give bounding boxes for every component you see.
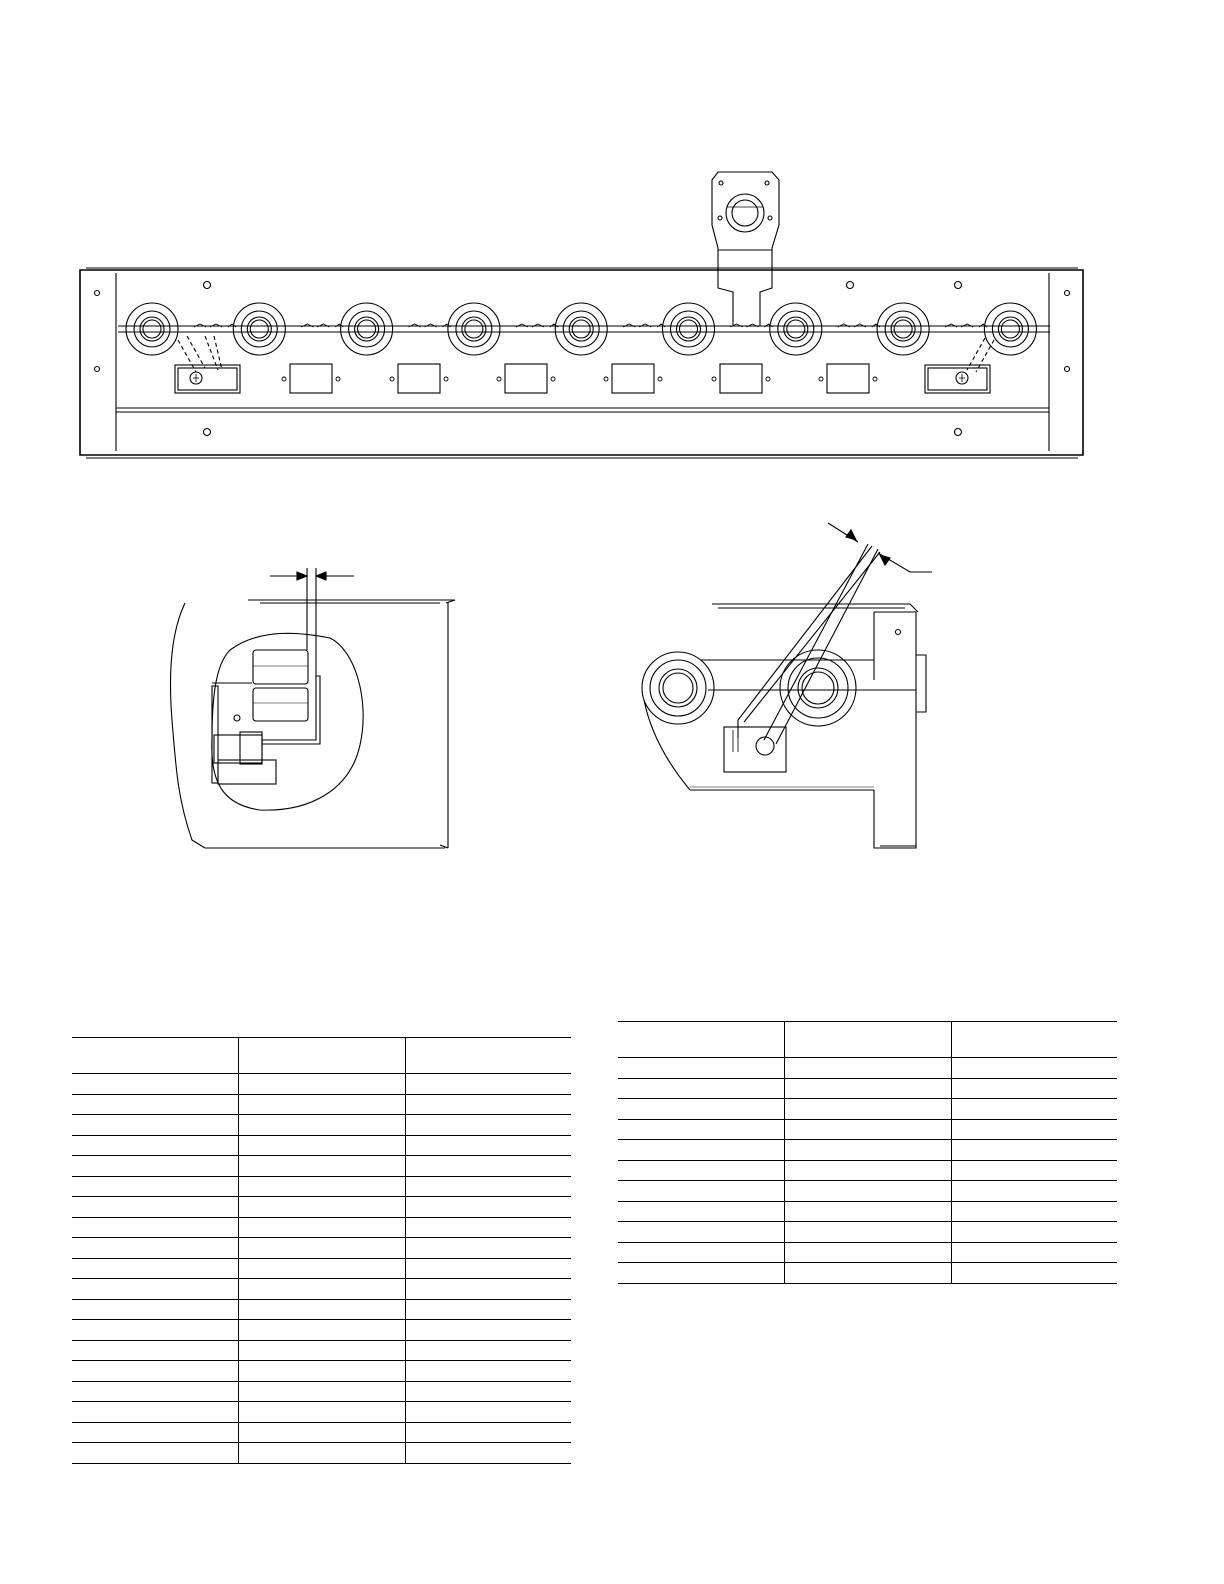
table-cell bbox=[405, 1279, 571, 1300]
table-cell bbox=[238, 1443, 405, 1464]
table-cell bbox=[238, 1320, 405, 1341]
column-header bbox=[405, 1038, 571, 1074]
table-cell bbox=[405, 1381, 571, 1402]
table-cell bbox=[405, 1443, 571, 1464]
left-specification-table bbox=[72, 1037, 571, 1464]
table-row bbox=[72, 1320, 571, 1341]
table-row bbox=[72, 1135, 571, 1156]
table-cell bbox=[238, 1176, 405, 1197]
table-cell bbox=[405, 1074, 571, 1095]
table-cell bbox=[238, 1217, 405, 1238]
table-row bbox=[618, 1140, 1117, 1161]
table-cell bbox=[72, 1361, 238, 1382]
table-cell bbox=[405, 1176, 571, 1197]
table-cell bbox=[72, 1197, 238, 1218]
igniter-bracket-left bbox=[175, 336, 240, 393]
table-cell bbox=[72, 1258, 238, 1279]
table-row bbox=[618, 1058, 1117, 1079]
table-cell bbox=[238, 1135, 405, 1156]
table-cell bbox=[72, 1176, 238, 1197]
table-cell bbox=[72, 1422, 238, 1443]
table-cell bbox=[72, 1135, 238, 1156]
table-cell bbox=[618, 1160, 784, 1181]
table-cell bbox=[238, 1258, 405, 1279]
table-cell bbox=[405, 1299, 571, 1320]
table-cell bbox=[618, 1078, 784, 1099]
table-cell bbox=[618, 1222, 784, 1243]
table-cell bbox=[405, 1340, 571, 1361]
table-cell bbox=[405, 1258, 571, 1279]
igniter-rod bbox=[738, 544, 880, 744]
burner-port bbox=[984, 303, 1036, 355]
table-cell bbox=[784, 1140, 951, 1161]
housing-outline bbox=[80, 268, 1083, 458]
table-cell bbox=[72, 1320, 238, 1341]
crossover-slots bbox=[282, 364, 877, 393]
table-cell bbox=[238, 1238, 405, 1259]
table-row bbox=[618, 1242, 1117, 1263]
table-cell bbox=[784, 1058, 951, 1079]
gas-inlet-bracket bbox=[712, 172, 779, 326]
table-row bbox=[72, 1258, 571, 1279]
burner-head-left bbox=[642, 652, 714, 724]
burner-manifold-front-view bbox=[0, 0, 1224, 470]
table-row bbox=[618, 1160, 1117, 1181]
column-header bbox=[784, 1022, 951, 1058]
table-row bbox=[72, 1217, 571, 1238]
igniter-bracket-right bbox=[925, 338, 994, 393]
table-cell bbox=[72, 1299, 238, 1320]
table-cell bbox=[405, 1197, 571, 1218]
table-cell bbox=[951, 1099, 1117, 1120]
table-cell bbox=[238, 1279, 405, 1300]
right-specification-table bbox=[618, 1021, 1117, 1284]
column-header bbox=[238, 1038, 405, 1074]
electrode-assembly bbox=[214, 650, 320, 784]
table-cell bbox=[405, 1094, 571, 1115]
table-cell bbox=[238, 1094, 405, 1115]
table-cell bbox=[784, 1242, 951, 1263]
table-cell bbox=[618, 1099, 784, 1120]
table-cell bbox=[72, 1238, 238, 1259]
angle-dimension bbox=[828, 523, 932, 572]
burner-port bbox=[341, 303, 451, 355]
burner-port bbox=[555, 303, 665, 355]
burner-port bbox=[448, 303, 558, 355]
table-row bbox=[618, 1263, 1117, 1284]
table-row bbox=[72, 1176, 571, 1197]
table-cell bbox=[405, 1320, 571, 1341]
table-cell bbox=[238, 1340, 405, 1361]
table-row bbox=[72, 1279, 571, 1300]
column-header bbox=[72, 1038, 238, 1074]
table-row bbox=[618, 1201, 1117, 1222]
table-row bbox=[72, 1074, 571, 1095]
table-cell bbox=[238, 1197, 405, 1218]
table-cell bbox=[784, 1160, 951, 1181]
table-row bbox=[618, 1222, 1117, 1243]
table-cell bbox=[238, 1115, 405, 1136]
table-cell bbox=[951, 1078, 1117, 1099]
side-panel bbox=[171, 600, 455, 848]
column-header bbox=[618, 1022, 784, 1058]
table-cell bbox=[618, 1058, 784, 1079]
table-cell bbox=[72, 1443, 238, 1464]
table-row bbox=[618, 1099, 1117, 1120]
table-header-row bbox=[618, 1022, 1117, 1058]
table-cell bbox=[784, 1181, 951, 1202]
table-cell bbox=[618, 1140, 784, 1161]
table-cell bbox=[618, 1263, 784, 1284]
table-cell bbox=[238, 1381, 405, 1402]
table-cell bbox=[784, 1078, 951, 1099]
table-row bbox=[72, 1156, 571, 1177]
table-cell bbox=[405, 1402, 571, 1423]
table-cell bbox=[72, 1381, 238, 1402]
table-cell bbox=[72, 1402, 238, 1423]
table-cell bbox=[951, 1263, 1117, 1284]
table-cell bbox=[72, 1217, 238, 1238]
burner-port bbox=[126, 303, 236, 355]
table-cell bbox=[238, 1074, 405, 1095]
table-row bbox=[72, 1115, 571, 1136]
table-cell bbox=[405, 1135, 571, 1156]
column-header bbox=[951, 1022, 1117, 1058]
table-cell bbox=[238, 1299, 405, 1320]
table-row bbox=[72, 1443, 571, 1464]
burner-port bbox=[770, 303, 880, 355]
table-cell bbox=[238, 1361, 405, 1382]
table-header-row bbox=[72, 1038, 571, 1074]
table-cell bbox=[951, 1242, 1117, 1263]
table-row bbox=[72, 1238, 571, 1259]
table-cell bbox=[784, 1201, 951, 1222]
table-cell bbox=[618, 1242, 784, 1263]
table-cell bbox=[72, 1156, 238, 1177]
table-cell bbox=[951, 1140, 1117, 1161]
table-cell bbox=[784, 1263, 951, 1284]
table-row bbox=[618, 1078, 1117, 1099]
table-row bbox=[72, 1299, 571, 1320]
table-cell bbox=[951, 1119, 1117, 1140]
table-cell bbox=[72, 1279, 238, 1300]
table-cell bbox=[405, 1238, 571, 1259]
table-cell bbox=[405, 1422, 571, 1443]
table-row bbox=[72, 1402, 571, 1423]
manifold-rail bbox=[118, 326, 1050, 332]
table-cell bbox=[784, 1099, 951, 1120]
table-cell bbox=[72, 1340, 238, 1361]
burner-row bbox=[126, 303, 1036, 355]
igniter-angle-detail-view bbox=[630, 515, 950, 855]
burner-port bbox=[663, 303, 773, 355]
table-cell bbox=[951, 1181, 1117, 1202]
table-cell bbox=[238, 1422, 405, 1443]
burner-port bbox=[877, 303, 987, 355]
spark-gap-detail-view bbox=[150, 560, 470, 860]
table-cell bbox=[951, 1058, 1117, 1079]
table-cell bbox=[618, 1201, 784, 1222]
table-cell bbox=[618, 1119, 784, 1140]
table-cell bbox=[405, 1115, 571, 1136]
table-cell bbox=[238, 1156, 405, 1177]
table-row bbox=[72, 1197, 571, 1218]
table-cell bbox=[951, 1201, 1117, 1222]
table-row bbox=[72, 1422, 571, 1443]
table-row bbox=[72, 1340, 571, 1361]
table-cell bbox=[72, 1115, 238, 1136]
spark-gap-dimension bbox=[270, 568, 354, 676]
table-row bbox=[618, 1119, 1117, 1140]
table-cell bbox=[951, 1160, 1117, 1181]
table-row bbox=[618, 1181, 1117, 1202]
table-cell bbox=[951, 1222, 1117, 1243]
table-cell bbox=[238, 1402, 405, 1423]
table-cell bbox=[72, 1074, 238, 1095]
table-cell bbox=[405, 1156, 571, 1177]
table-cell bbox=[405, 1217, 571, 1238]
table-cell bbox=[72, 1094, 238, 1115]
table-row bbox=[72, 1361, 571, 1382]
table-cell bbox=[784, 1222, 951, 1243]
table-row bbox=[72, 1094, 571, 1115]
burner-port bbox=[233, 303, 343, 355]
table-cell bbox=[405, 1361, 571, 1382]
table-cell bbox=[784, 1119, 951, 1140]
table-row bbox=[72, 1381, 571, 1402]
table-cell bbox=[618, 1181, 784, 1202]
igniter-bracket bbox=[724, 727, 786, 772]
